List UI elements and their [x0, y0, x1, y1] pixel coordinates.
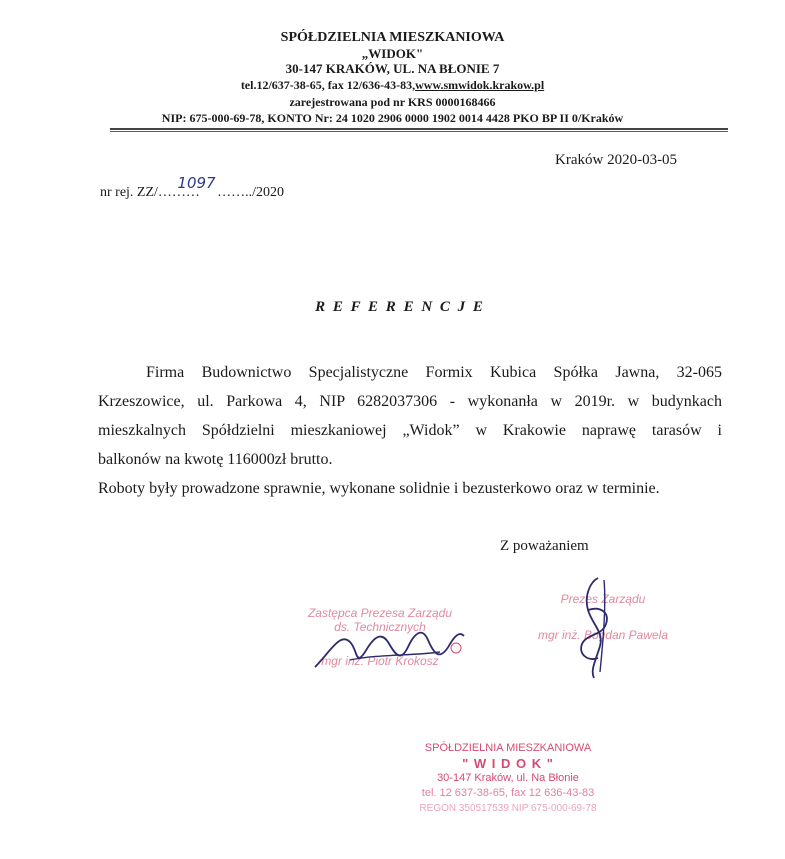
- stamp-org-name: SPÓŁDZIELNIA MIESZKANIOWA: [424, 742, 592, 754]
- org-contact: [0, 78, 785, 93]
- document-date: Kraków 2020-03-05: [555, 152, 678, 168]
- paragraph-line: mieszkalnych Spółdzielni mieszkaniowej „Widok” w Krakowie naprawę tarasów i: [98, 422, 722, 439]
- stamp-contact: tel. 12 637-38-65, fax 12 636-43-83: [421, 787, 595, 799]
- krs-line: zarejestrowana pod nr KRS 0000168466: [289, 95, 496, 109]
- header-divider-accent: [110, 131, 728, 132]
- greeting: Z poważaniem: [500, 538, 589, 554]
- left-signatory-subtitle: ds. Technicznych: [334, 620, 426, 634]
- stamp-regon-nip: REGON 350517539 NIP 675-000-69-78: [419, 803, 597, 814]
- registration-number: [100, 174, 284, 201]
- right-signature-scribble: [560, 572, 630, 682]
- website-link[interactable]: www.smwidok.krakow.pl: [415, 78, 545, 92]
- closing-sentence: Roboty były prowadzone sprawnie, wykonane solidnie i bezusterkowo oraz w terminie.: [98, 480, 660, 497]
- header-divider: [110, 128, 728, 130]
- reg-suffix: ……../2020: [217, 185, 284, 200]
- right-signatory-name: mgr inż. Bogdan Pawela: [537, 628, 669, 642]
- stamp-address: 30-147 Kraków, ul. Na Błonie: [437, 772, 579, 784]
- left-signature-scribble: [310, 612, 470, 674]
- right-signatory-title: Prezes Zarządu: [560, 592, 646, 606]
- reg-handwritten-number: 1097: [177, 174, 216, 192]
- company-stamp: [408, 741, 608, 816]
- left-signatory-name: mgr inż. Piotr Krokosz: [321, 654, 439, 668]
- document-title: R E F E R E N C J E: [315, 299, 485, 315]
- paragraph-line: Krzeszowice, ul. Parkowa 4, NIP 6282037306 - wykonanła w 2019r. w budynkach: [98, 393, 722, 410]
- reg-prefix: nr rej. ZZ/………: [100, 185, 200, 200]
- bank-line: NIP: 675-000-69-78, KONTO Nr: 24 1020 2906 0000 1902 0014 4428 PKO BP II 0/Kraków: [161, 111, 624, 125]
- org-address: 30-147 KRAKÓW, UL. NA BŁONIE 7: [285, 61, 500, 76]
- stamp-org-short: " W I D O K ": [462, 756, 554, 771]
- left-signatory-title: Zastępca Prezesa Zarządu: [307, 606, 453, 620]
- phone-fax: tel.12/637-38-65, fax 12/636-43-83,: [240, 78, 416, 92]
- paragraph-line: Firma Budownictwo Specjalistyczne Formix Kubica Spółka Jawna, 32-065: [146, 364, 722, 381]
- org-short-name: „WIDOK": [361, 46, 424, 61]
- reference-paragraph: [98, 358, 722, 503]
- org-name: SPÓŁDZIELNIA MIESZKANIOWA: [280, 30, 505, 45]
- paragraph-line: balkonów na kwotę 116000zł brutto.: [98, 451, 333, 468]
